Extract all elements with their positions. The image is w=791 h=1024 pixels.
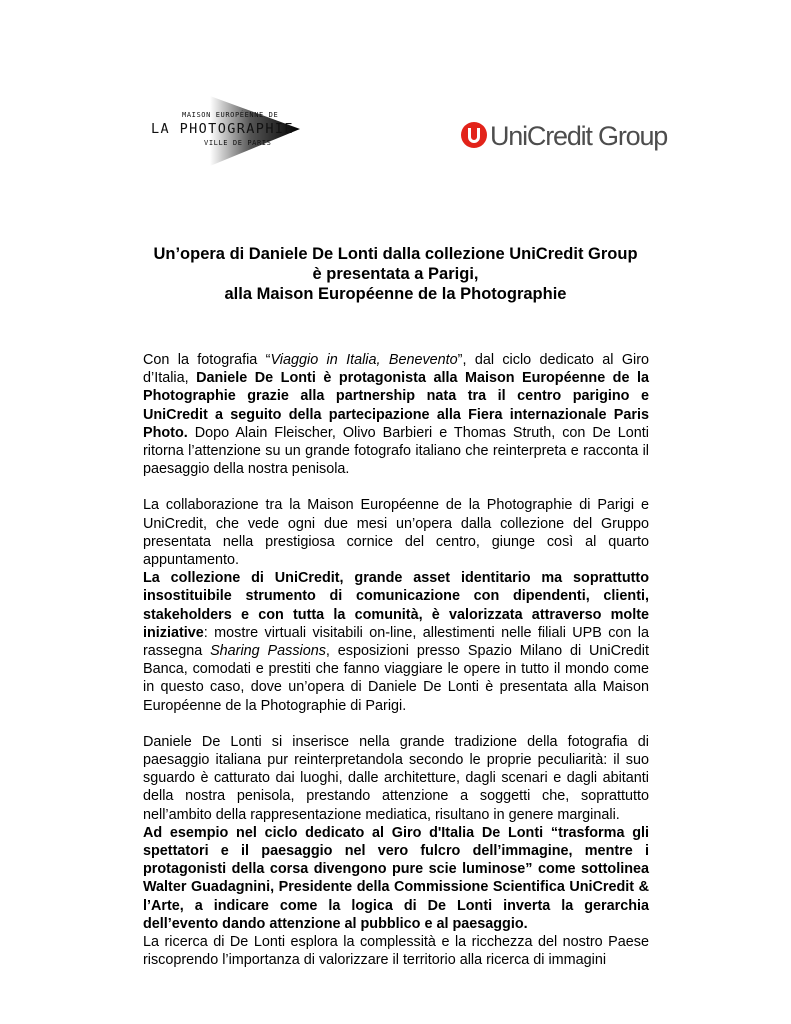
paragraph-3 [143,569,649,715]
title-line-3: alla Maison Européenne de la Photographie [224,285,567,303]
press-release-body [143,351,649,970]
p5-bold-text: Ad esempio nel ciclo dedicato al Giro d'Italia De Lonti “trasforma gli spettatori e il paesaggio nel vero fulcro dell’immagine, mentre i protagonisti della corsa divengono pure scie luminose” come sottolinea Walter Guadagnini, Presidente della Commissione Scientifica UniCredit & l’Arte, a indicare come la logica di De Lonti inverta la gerarchia dell’evento dando attenzione al pubblico e al paesaggio. [143,824,649,932]
unicredit-logo-text: UniCredit Group [490,121,668,151]
title-line-1: Un’opera di Daniele De Lonti dalla collezione UniCredit Group [153,245,638,263]
p1-bold-text: Daniele De Lonti è protagonista alla Maison Européenne de la Photographie grazie alla partnership nata tra il centro parigino e UniCredit a seguito della partecipazione alla Fiera internazionale Paris Photo. [143,370,649,441]
p1-text-1: Con la fotografia “ [143,352,271,368]
p6-text: La ricerca di De Lonti esplora la complessità e la ricchezza del nostro Paese riscoprendo l’importanza di valorizzare il territorio alla ricerca di immagini [143,934,649,969]
p2-text: La collaborazione tra la Maison Européenne de la Photographie di Parigi e UniCredit, che vede ogni due mesi un’opera dalla collezione del Gruppo presentata nella prestigiosa cornice del centro, giunge così al quarto appuntamento. [143,497,649,569]
paragraph-4 [143,733,649,824]
p4-text: Daniele De Lonti si inserisce nella grande tradizione della fotografia di paesaggio italiana pur reinterpretandola secondo le proprie peculiarità: il suo sguardo è catturato dai luoghi, dalle architetture, dagli scenari e dagli abitanti della nostra penisola, prestando attenzione a soggetti che, soprattutto nell’ambito della rappresentazione mediatica, risultano in genere marginali. [143,733,649,823]
paragraph-6 [143,933,649,969]
p3-italic-text: Sharing Passions [210,643,326,660]
maison-europeenne-logo [148,96,300,166]
p3-text-1: : mostre virtuali visitabili on-line, allestimenti nelle filiali UPB con la rassegna [143,624,649,660]
paragraph-1 [143,351,649,478]
paragraph-5 [143,824,649,933]
p1-text-3: Dopo Alain Fleischer, Olivo Barbieri e Thomas Struth, con De Lonti ritorna l’attenzione su un grande fotografo italiano che reinterpreta e racconta il paesaggio della nostra penisola. [143,424,649,478]
p1-photo-title: Viaggio in Italia, Benevento [270,352,458,368]
p3-text-2: , esposizioni presso Spazio Milano di UniCredit Banca, comodati e prestiti che fanno viaggiare le opere in tutto il mondo come in questo caso, dove un’opera di Daniele De Lonti è presentata alla Maison Européenne de la Photographie di Parigi. [143,643,650,714]
unicredit-mark-icon [460,121,488,149]
mep-logo-line3: VILLE DE PARIS [204,139,272,147]
mep-logo-line2: LA PHOTOGRAPHIE [151,121,294,137]
paragraph-2 [143,496,649,569]
p1-text-2: ”, dal ciclo dedicato al Giro d’Italia, [143,352,650,387]
press-release-title [100,244,691,304]
mep-logo-line1: MAISON EUROPÉENNE DE [182,111,279,119]
p3-bold-text: La collezione di UniCredit, grande asset identitario ma soprattutto insostituibile strumento di comunicazione con dipendenti, clienti, stakeholders e con tutta la comunità, è valorizzata attraverso molte iniziative [143,570,649,641]
unicredit-group-logo [460,120,668,152]
title-line-2: è presentata a Parigi, [312,265,479,283]
